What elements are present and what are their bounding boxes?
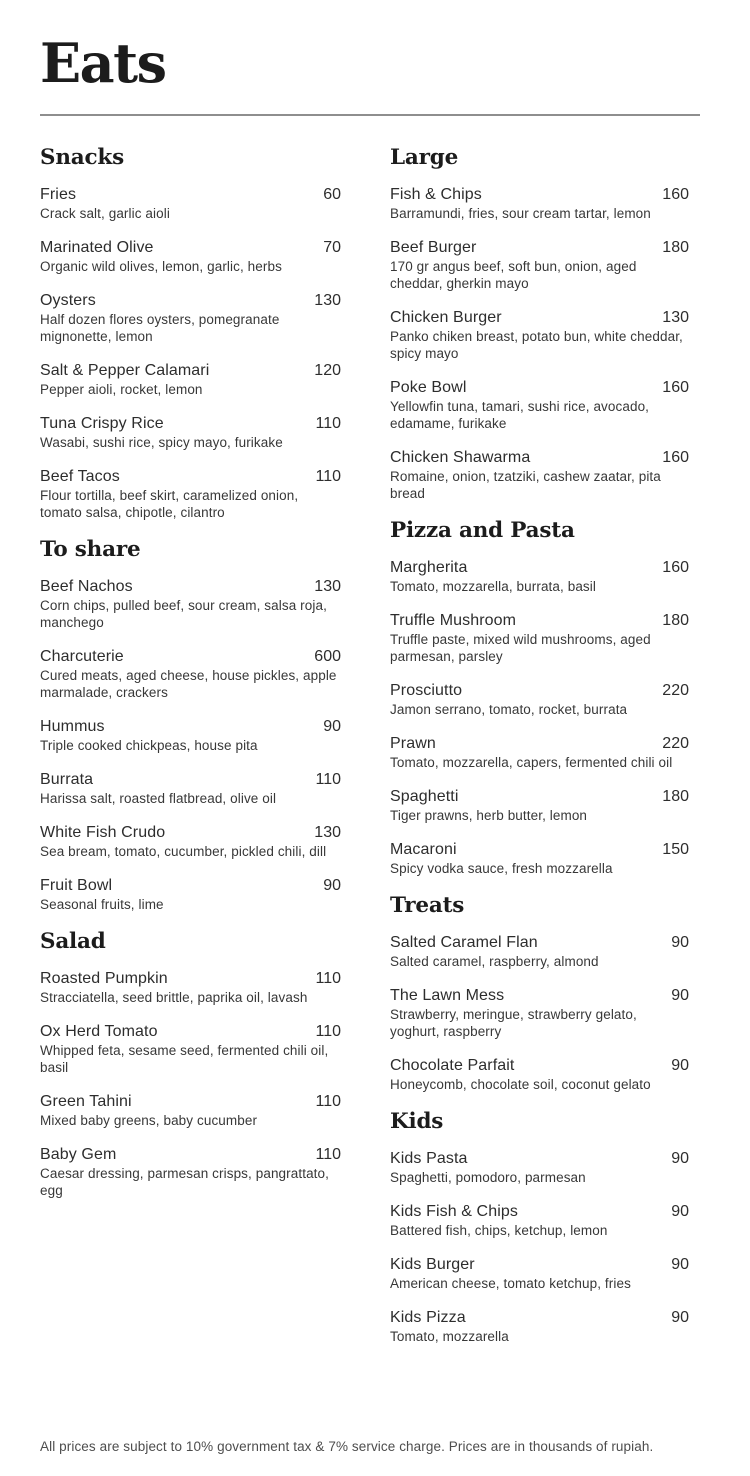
menu-item-name: Baby Gem bbox=[40, 1146, 117, 1163]
menu-item-price: 110 bbox=[315, 970, 341, 987]
menu-item-price: 600 bbox=[314, 648, 341, 665]
menu-columns bbox=[40, 142, 700, 1362]
menu-item-price: 110 bbox=[315, 415, 341, 432]
menu-item-price: 90 bbox=[671, 1150, 689, 1167]
menu-item-head bbox=[40, 239, 341, 257]
menu-item-description: 170 gr angus beef, soft bun, onion, aged cheddar, gherkin mayo bbox=[390, 259, 637, 291]
menu-item-name: Kids Burger bbox=[390, 1256, 475, 1273]
menu-item-description: Organic wild olives, lemon, garlic, herbs bbox=[40, 259, 282, 274]
menu-item bbox=[40, 1093, 341, 1129]
menu-item-description: Battered fish, chips, ketchup, lemon bbox=[390, 1223, 608, 1238]
menu-item-name: White Fish Crudo bbox=[40, 824, 166, 841]
menu-item-name: Beef Burger bbox=[390, 239, 477, 256]
menu-item-price: 160 bbox=[662, 449, 689, 466]
menu-item bbox=[390, 788, 689, 824]
menu-item-price: 120 bbox=[314, 362, 341, 379]
menu-item bbox=[390, 1309, 689, 1345]
menu-item bbox=[40, 186, 341, 222]
menu-item-head bbox=[40, 877, 341, 895]
menu-item bbox=[40, 468, 341, 521]
menu-item-head bbox=[40, 292, 341, 310]
menu-item bbox=[40, 970, 341, 1006]
menu-item-head bbox=[390, 841, 689, 859]
menu-item-description: Barramundi, fries, sour cream tartar, lemon bbox=[390, 206, 651, 221]
menu-item bbox=[390, 1057, 689, 1093]
menu-item bbox=[390, 987, 689, 1040]
menu-item-price: 180 bbox=[662, 612, 689, 629]
menu-item-price: 110 bbox=[315, 1146, 341, 1163]
menu-item bbox=[40, 648, 341, 701]
menu-item-name: Chicken Shawarma bbox=[390, 449, 531, 466]
menu-item-price: 180 bbox=[662, 788, 689, 805]
menu-item-description: Tiger prawns, herb butter, lemon bbox=[390, 808, 588, 823]
menu-item-price: 90 bbox=[671, 1256, 689, 1273]
menu-item-head bbox=[40, 186, 341, 204]
menu-item-head bbox=[390, 449, 689, 467]
menu-item-price: 90 bbox=[671, 1203, 689, 1220]
section-title: To share bbox=[40, 537, 141, 562]
menu-item-description: Mixed baby greens, baby cucumber bbox=[40, 1113, 258, 1128]
menu-item-head bbox=[390, 1309, 689, 1327]
section-title: Kids bbox=[390, 1109, 444, 1134]
section-title: Snacks bbox=[40, 145, 124, 170]
menu-item bbox=[40, 362, 341, 398]
menu-item-head bbox=[390, 1203, 689, 1221]
menu-item-name: Chicken Burger bbox=[390, 309, 502, 326]
menu-item-name: Kids Pizza bbox=[390, 1309, 466, 1326]
menu-item-description: Jamon serrano, tomato, rocket, burrata bbox=[390, 702, 628, 717]
menu-item-name: Prosciutto bbox=[390, 682, 463, 699]
menu-item bbox=[390, 1256, 689, 1292]
menu-item-price: 130 bbox=[662, 309, 689, 326]
menu-item-description: Cured meats, aged cheese, house pickles, apple marmalade, crackers bbox=[40, 668, 337, 700]
menu-item-head bbox=[40, 578, 341, 596]
menu-item-price: 70 bbox=[323, 239, 341, 256]
menu-item bbox=[390, 934, 689, 970]
menu-item-head bbox=[390, 987, 689, 1005]
section-title: Treats bbox=[390, 893, 465, 918]
right-column bbox=[390, 142, 689, 1362]
menu-item-head bbox=[40, 415, 341, 433]
menu-item-price: 60 bbox=[323, 186, 341, 203]
menu-item bbox=[40, 1023, 341, 1076]
menu-item-description: Strawberry, meringue, strawberry gelato, yoghurt, raspberry bbox=[390, 1007, 637, 1039]
menu-item-name: Oysters bbox=[40, 292, 96, 309]
menu-item-head bbox=[40, 718, 341, 736]
menu-item-description: Harissa salt, roasted flatbread, olive oil bbox=[40, 791, 277, 806]
menu-item-head bbox=[390, 1150, 689, 1168]
menu-item bbox=[390, 449, 689, 502]
section-title: Pizza and Pasta bbox=[390, 518, 575, 543]
menu-item-price: 180 bbox=[662, 239, 689, 256]
menu-item bbox=[40, 877, 341, 913]
menu-item bbox=[40, 292, 341, 345]
menu-item-description: Spaghetti, pomodoro, parmesan bbox=[390, 1170, 586, 1185]
menu-item-name: The Lawn Mess bbox=[390, 987, 505, 1004]
menu-item bbox=[390, 309, 689, 362]
menu-item-name: Poke Bowl bbox=[390, 379, 467, 396]
menu-item bbox=[390, 682, 689, 718]
menu-item bbox=[40, 415, 341, 451]
menu-item bbox=[390, 841, 689, 877]
menu-item-head bbox=[40, 771, 341, 789]
menu-item-price: 90 bbox=[671, 1309, 689, 1326]
menu-item-head bbox=[390, 612, 689, 630]
menu-item-description: Sea bream, tomato, cucumber, pickled chili, dill bbox=[40, 844, 327, 859]
menu-item-name: Prawn bbox=[390, 735, 436, 752]
menu-item bbox=[40, 718, 341, 754]
menu-item-description: Honeycomb, chocolate soil, coconut gelato bbox=[390, 1077, 651, 1092]
menu-item-name: Truffle Mushroom bbox=[390, 612, 517, 629]
menu-item-price: 130 bbox=[314, 824, 341, 841]
menu-item-head bbox=[40, 1023, 341, 1041]
menu-item-price: 220 bbox=[662, 735, 689, 752]
menu-item bbox=[390, 559, 689, 595]
menu-item-name: Hummus bbox=[40, 718, 105, 735]
menu-item-head bbox=[40, 648, 341, 666]
menu-item-head bbox=[390, 186, 689, 204]
menu-item-price: 110 bbox=[315, 771, 341, 788]
menu-item-name: Fries bbox=[40, 186, 77, 203]
menu-item-name: Tuna Crispy Rice bbox=[40, 415, 164, 432]
menu-item-head bbox=[390, 1256, 689, 1274]
menu-item-name: Charcuterie bbox=[40, 648, 124, 665]
menu-item-description: Flour tortilla, beef skirt, caramelized onion, tomato salsa, chipotle, cilantro bbox=[40, 488, 299, 520]
menu-item-head bbox=[390, 239, 689, 257]
menu-item-head bbox=[40, 468, 341, 486]
menu-item-description: Spicy vodka sauce, fresh mozzarella bbox=[390, 861, 613, 876]
menu-item-name: Chocolate Parfait bbox=[390, 1057, 515, 1074]
menu-item-name: Marinated Olive bbox=[40, 239, 154, 256]
menu-item-name: Margherita bbox=[390, 559, 468, 576]
menu-item-name: Fish & Chips bbox=[390, 186, 482, 203]
menu-item-description: Crack salt, garlic aioli bbox=[40, 206, 170, 221]
menu-item-head bbox=[390, 735, 689, 753]
menu-item bbox=[40, 578, 341, 631]
menu-item-name: Beef Tacos bbox=[40, 468, 120, 485]
menu-item-head bbox=[390, 788, 689, 806]
menu-item-name: Kids Pasta bbox=[390, 1150, 468, 1167]
section-title: Large bbox=[390, 145, 459, 170]
menu-item bbox=[390, 612, 689, 665]
menu-item-name: Salted Caramel Flan bbox=[390, 934, 538, 951]
menu-item bbox=[40, 239, 341, 275]
menu-item-description: Panko chiken breast, potato bun, white cheddar, spicy mayo bbox=[390, 329, 683, 361]
menu-item-price: 90 bbox=[671, 934, 689, 951]
menu-item-description: Romaine, onion, tzatziki, cashew zaatar, pita bread bbox=[390, 469, 661, 501]
menu-item-head bbox=[390, 559, 689, 577]
menu-item-head bbox=[390, 934, 689, 952]
menu-item-head bbox=[390, 309, 689, 327]
menu-item bbox=[390, 186, 689, 222]
menu-item-price: 90 bbox=[323, 877, 341, 894]
menu-item bbox=[40, 1146, 341, 1199]
menu-item bbox=[390, 239, 689, 292]
menu-item-description: Tomato, mozzarella, burrata, basil bbox=[390, 579, 596, 594]
menu-item-name: Spaghetti bbox=[390, 788, 459, 805]
menu-item-head bbox=[40, 362, 341, 380]
menu-item-name: Macaroni bbox=[390, 841, 457, 858]
menu-item-description: Triple cooked chickpeas, house pita bbox=[40, 738, 258, 753]
menu-item-head bbox=[390, 682, 689, 700]
menu-item-name: Kids Fish & Chips bbox=[390, 1203, 518, 1220]
menu-item-description: Half dozen flores oysters, pomegranate mignonette, lemon bbox=[40, 312, 280, 344]
menu-item-name: Burrata bbox=[40, 771, 94, 788]
menu-item-name: Beef Nachos bbox=[40, 578, 133, 595]
menu-item-description: Corn chips, pulled beef, sour cream, salsa roja, manchego bbox=[40, 598, 327, 630]
menu-item-description: Stracciatella, seed brittle, paprika oil, lavash bbox=[40, 990, 308, 1005]
footer-note: All prices are subject to 10% government tax & 7% service charge. Prices are in thousands of rupiah. bbox=[40, 1439, 654, 1454]
menu-item-head bbox=[390, 379, 689, 397]
menu-item bbox=[390, 1203, 689, 1239]
menu-item-description: Seasonal fruits, lime bbox=[40, 897, 164, 912]
menu-item-price: 220 bbox=[662, 682, 689, 699]
menu-item-price: 130 bbox=[314, 292, 341, 309]
menu-item-price: 160 bbox=[662, 559, 689, 576]
menu-item bbox=[40, 771, 341, 807]
menu-item-price: 90 bbox=[671, 987, 689, 1004]
menu-item-description: Pepper aioli, rocket, lemon bbox=[40, 382, 203, 397]
menu-item-description: Truffle paste, mixed wild mushrooms, aged parmesan, parsley bbox=[390, 632, 651, 664]
menu-item bbox=[390, 1150, 689, 1186]
left-column bbox=[40, 142, 341, 1216]
menu-item-description: Whipped feta, sesame seed, fermented chili oil, basil bbox=[40, 1043, 329, 1075]
menu-item-name: Fruit Bowl bbox=[40, 877, 113, 894]
menu-item-price: 90 bbox=[671, 1057, 689, 1074]
menu-item-description: Wasabi, sushi rice, spicy mayo, furikake bbox=[40, 435, 283, 450]
page-title: Eats bbox=[40, 31, 166, 95]
section-title: Salad bbox=[40, 929, 106, 954]
menu-item-head bbox=[40, 1146, 341, 1164]
menu-item-description: American cheese, tomato ketchup, fries bbox=[390, 1276, 631, 1291]
menu-item-name: Ox Herd Tomato bbox=[40, 1023, 158, 1040]
menu-item-price: 110 bbox=[315, 1093, 341, 1110]
menu-item-head bbox=[40, 824, 341, 842]
menu-item bbox=[40, 824, 341, 860]
menu-item-price: 160 bbox=[662, 186, 689, 203]
menu-item-price: 110 bbox=[315, 1023, 341, 1040]
menu-item-name: Roasted Pumpkin bbox=[40, 970, 168, 987]
menu-item-description: Caesar dressing, parmesan crisps, pangrattato, egg bbox=[40, 1166, 329, 1198]
menu-item-price: 160 bbox=[662, 379, 689, 396]
menu-item-price: 90 bbox=[323, 718, 341, 735]
menu-item-head bbox=[40, 970, 341, 988]
menu-item-name: Salt & Pepper Calamari bbox=[40, 362, 210, 379]
menu-item bbox=[390, 379, 689, 432]
menu-item-name: Green Tahini bbox=[40, 1093, 132, 1110]
menu-item-price: 150 bbox=[662, 841, 689, 858]
menu-item-price: 130 bbox=[314, 578, 341, 595]
menu-item-head bbox=[390, 1057, 689, 1075]
menu-item-description: Tomato, mozzarella, capers, fermented chili oil bbox=[390, 755, 673, 770]
menu-item bbox=[390, 735, 689, 771]
menu-item-description: Tomato, mozzarella bbox=[390, 1329, 509, 1344]
menu-item-description: Yellowfin tuna, tamari, sushi rice, avocado, edamame, furikake bbox=[390, 399, 650, 431]
menu-item-head bbox=[40, 1093, 341, 1111]
menu-item-description: Salted caramel, raspberry, almond bbox=[390, 954, 599, 969]
menu-item-price: 110 bbox=[315, 468, 341, 485]
divider bbox=[40, 114, 700, 116]
